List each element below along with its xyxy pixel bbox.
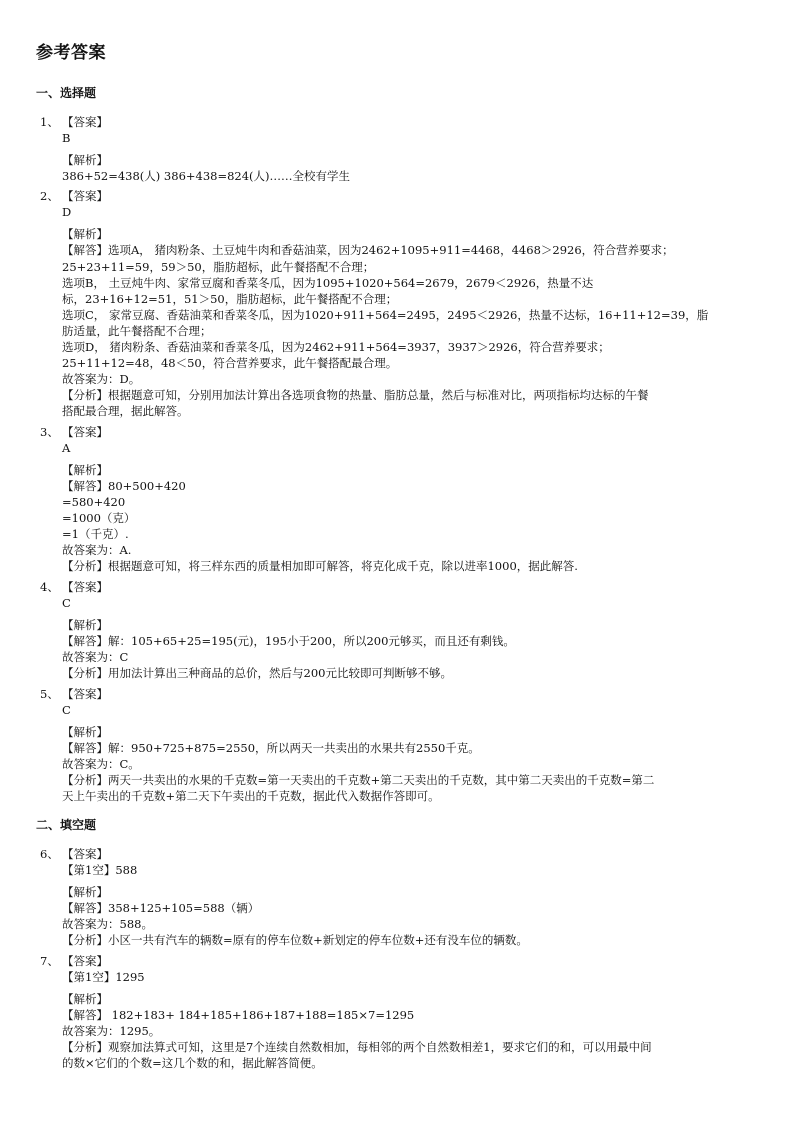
analysis-line: 故答案为：1295。	[62, 1024, 161, 1038]
analysis-line: 故答案为：588。	[62, 917, 153, 931]
analysis-line: 故答案为：D。	[62, 372, 141, 386]
analysis-line: 肪适量，此午餐搭配不合理；	[62, 324, 212, 338]
analysis-line: 选项D， 猪肉粉条、香菇油菜和香菜冬瓜，因为2462+911+564=3937，3937＞2926，符合营养要求；	[62, 340, 610, 354]
question-number: 4、	[40, 580, 59, 594]
analysis-line: 标，23+16+12=51，51＞50，脂肪超标，此午餐搭配不合理；	[62, 292, 398, 306]
answer-value: C	[62, 703, 71, 717]
answer-label: 【答案】	[62, 115, 108, 129]
analysis-label: 【解析】	[62, 992, 108, 1006]
analysis-line: 25+23+11=59，59＞50，脂肪超标，此午餐搭配不合理；	[62, 260, 375, 274]
analysis-line: 【解答】 182+183+ 184+185+186+187+188=185×7=1295	[62, 1008, 415, 1022]
answer-label: 【答案】	[62, 847, 108, 861]
analysis-line: 故答案为：C	[62, 650, 129, 664]
analysis-line: =580+420	[62, 495, 126, 509]
analysis-line: 选项B， 土豆炖牛肉、家常豆腐和香菜冬瓜，因为1095+1020+564=2679，2679＜2926，热量不达	[62, 276, 594, 290]
analysis-line: 【解答】选项A， 猪肉粉条、土豆炖牛肉和香菇油菜，因为2462+1095+911=4468，4468＞2926，符合营养要求；	[62, 243, 674, 257]
analysis-line: 【分析】用加法计算出三种商品的总价，然后与200元比较即可判断够不够。	[62, 666, 452, 680]
analysis-line: 【解答】解：105+65+25=195(元)，195小于200，所以200元够买，而且还有剩钱。	[62, 634, 515, 648]
analysis-line: 【分析】根据题意可知，将三样东西的质量相加即可解答，将克化成千克，除以进率1000，据此解答.	[62, 559, 578, 573]
answer-value: B	[62, 131, 71, 145]
question-number: 2、	[40, 189, 59, 203]
question-number: 1、	[40, 115, 59, 129]
analysis-line: 故答案为：C。	[62, 757, 140, 771]
analysis-line: 【解答】解：950+725+875=2550，所以两天一共卖出的水果共有2550千克。	[62, 741, 480, 755]
analysis-line: =1（千克）.	[62, 527, 129, 541]
analysis-line: 【分析】观察加法算式可知，这里是7个连续自然数相加，每相邻的两个自然数相差1，要求它们的和，可以用最中间	[62, 1040, 652, 1054]
analysis-line: 【解答】358+125+105=588（辆）	[62, 901, 260, 915]
analysis-label: 【解析】	[62, 725, 108, 739]
answer-label: 【答案】	[62, 425, 108, 439]
analysis-line: 选项C， 家常豆腐、香菇油菜和香菜冬瓜，因为1020+911+564=2495，2495＜2926，热量不达标，16+11+12=39，脂	[62, 308, 709, 322]
analysis-line: 386+52=438(人) 386+438=824(人)……全校有学生	[62, 169, 351, 183]
page-title: 参考答案	[36, 43, 106, 63]
analysis-line: 的数×它们的个数=这几个数的和，据此解答简便。	[62, 1056, 323, 1070]
answer-value: 【第1空】588	[62, 863, 138, 877]
analysis-line: 搭配最合理，据此解答。	[62, 404, 189, 418]
answer-value: D	[62, 205, 72, 219]
answer-label: 【答案】	[62, 580, 108, 594]
analysis-line: 【分析】小区一共有汽车的辆数=原有的停车位数+新划定的停车位数+还有没车位的辆数。	[62, 933, 528, 947]
analysis-line: =1000（克）	[62, 511, 136, 525]
section-heading-choice: 一、选择题	[36, 86, 97, 100]
analysis-line: 【分析】根据题意可知，分别用加法计算出各选项食物的热量、脂肪总量，然后与标准对比，两项指标均达标的午餐	[62, 388, 649, 402]
analysis-line: 故答案为：A.	[62, 543, 132, 557]
analysis-label: 【解析】	[62, 153, 108, 167]
answer-label: 【答案】	[62, 954, 108, 968]
analysis-line: 天上午卖出的千克数+第二天下午卖出的千克数，据此代入数据作答即可。	[62, 789, 440, 803]
section-heading-fill: 二、填空题	[36, 818, 97, 832]
analysis-label: 【解析】	[62, 463, 108, 477]
analysis-line: 【解答】80+500+420	[62, 479, 186, 493]
question-number: 3、	[40, 425, 59, 439]
answer-label: 【答案】	[62, 189, 108, 203]
answer-value: A	[62, 441, 71, 455]
answer-label: 【答案】	[62, 687, 108, 701]
answer-value: C	[62, 596, 71, 610]
question-number: 6、	[40, 847, 59, 861]
analysis-label: 【解析】	[62, 227, 108, 241]
question-number: 7、	[40, 954, 59, 968]
analysis-label: 【解析】	[62, 885, 108, 899]
analysis-line: 25+11+12=48，48＜50，符合营养要求，此午餐搭配最合理。	[62, 356, 398, 370]
analysis-line: 【分析】两天一共卖出的水果的千克数=第一天卖出的千克数+第二天卖出的千克数，其中第二天卖出的千克数=第二	[62, 773, 655, 787]
question-number: 5、	[40, 687, 59, 701]
answer-value: 【第1空】1295	[62, 970, 145, 984]
analysis-label: 【解析】	[62, 618, 108, 632]
